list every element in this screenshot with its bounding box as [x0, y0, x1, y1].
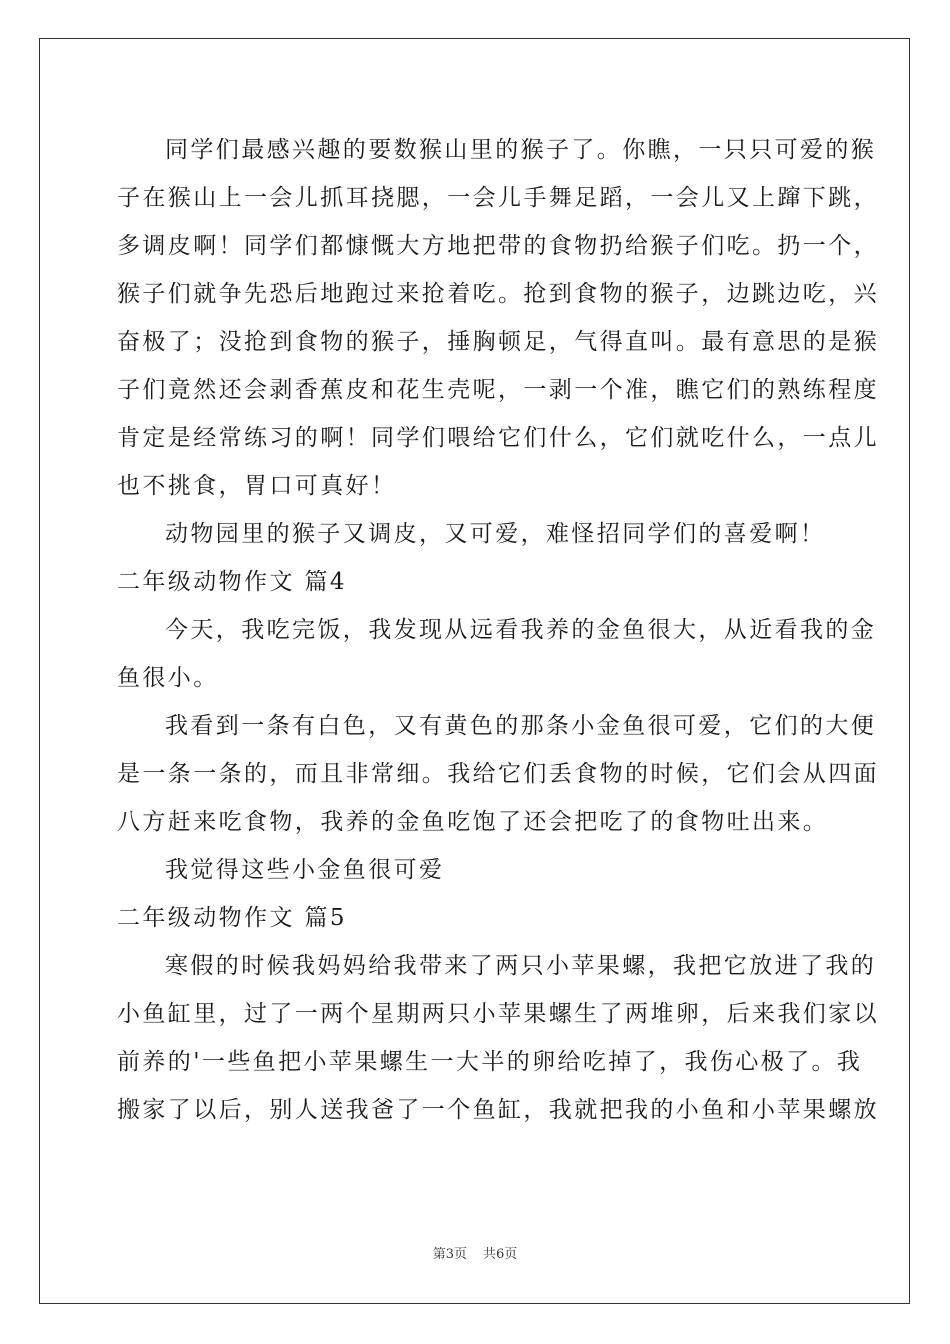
paragraph-line: 子在猴山上一会儿抓耳挠腮，一会儿手舞足蹈，一会儿又上蹿下跳，: [117, 185, 879, 211]
paragraph-line: 同学们最感兴趣的要数猴山里的猴子了。你瞧，一只只可爱的猴: [165, 137, 877, 163]
paragraph-line: 八方赶来吃食物，我养的金鱼吃饱了还会把吃了的食物吐出来。: [117, 809, 829, 835]
paragraph-line: 动物园里的猴子又调皮，又可爱，难怪招同学们的喜爱啊！: [165, 521, 826, 547]
paragraph-line: 我觉得这些小金鱼很可爱: [165, 857, 445, 883]
paragraph-line: 是一条一条的，而且非常细。我给它们丢食物的时候，它们会从四面: [117, 761, 879, 787]
paragraph-line: 猴子们就争先恐后地跑过来抢着吃。抢到食物的猴子，边跳边吃，兴: [117, 281, 879, 307]
paragraph-line: 前养的'一些鱼把小苹果螺生一大半的卵给吃掉了，我伤心极了。我: [117, 1049, 863, 1075]
paragraph-line: 多调皮啊！同学们都慷慨大方地把带的食物扔给猴子们吃。扔一个，: [117, 233, 879, 259]
paragraph-line: 小鱼缸里，过了一两个星期两只小苹果螺生了两堆卵，后来我们家以: [117, 1001, 879, 1027]
paragraph-line: 今天，我吃完饭，我发现从远看我养的金鱼很大，从近看我的金: [165, 617, 877, 643]
paragraph-line: 搬家了以后，别人送我爸了一个鱼缸，我就把我的小鱼和小苹果螺放: [117, 1097, 879, 1123]
page-number: 第3页: [432, 1247, 467, 1262]
page-total: 共6页: [483, 1247, 518, 1262]
paragraph-line: 寒假的时候我妈妈给我带来了两只小苹果螺，我把它放进了我的: [165, 953, 877, 979]
section-heading: 二年级动物作文 篇4: [117, 569, 347, 595]
paragraph-line: 肯定是经常练习的啊！同学们喂给它们什么，它们就吃什么，一点儿: [117, 425, 879, 451]
paragraph-line: 奋极了；没抢到食物的猴子，捶胸顿足，气得直叫。最有意思的是猴: [117, 329, 879, 355]
paragraph-line: 子们竟然还会剥香蕉皮和花生壳呢，一剥一个准，瞧它们的熟练程度: [117, 377, 879, 403]
section-heading: 二年级动物作文 篇5: [117, 905, 347, 931]
page-footer: [0, 1246, 950, 1264]
paragraph-line: 鱼很小。: [117, 665, 219, 691]
paragraph-line: 也不挑食，胃口可真好！: [117, 473, 397, 499]
paragraph-line: 我看到一条有白色，又有黄色的那条小金鱼很可爱，它们的大便: [165, 713, 877, 739]
document-body: [117, 126, 879, 1134]
